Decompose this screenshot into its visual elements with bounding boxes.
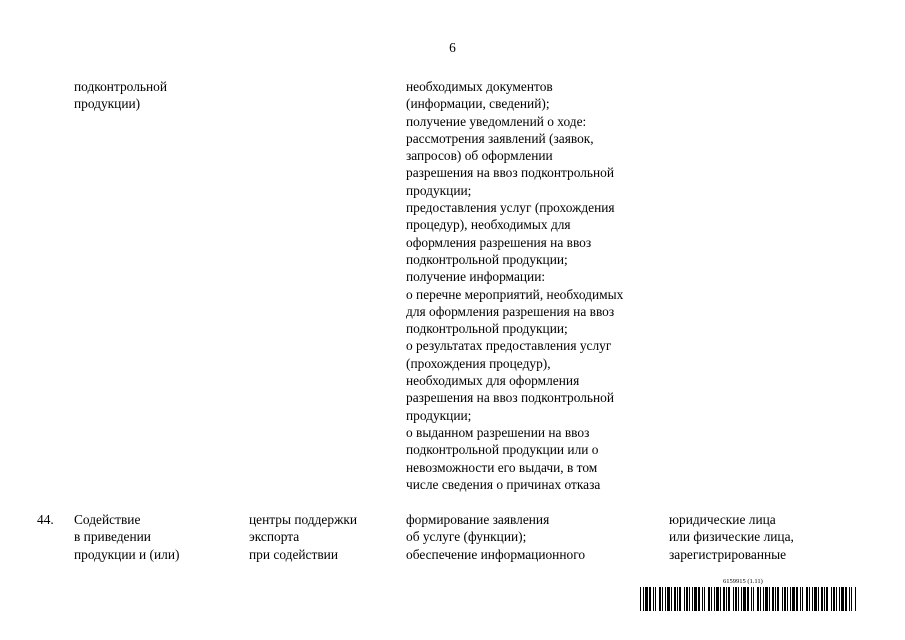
barcode-bar [733, 587, 734, 611]
continuation-col1: подконтрольной продукции) [74, 79, 168, 112]
barcode-bar [806, 587, 808, 611]
barcode-bar [763, 587, 764, 611]
barcode-bar [726, 587, 727, 611]
barcode-bar [824, 587, 825, 611]
barcode-bar [802, 587, 803, 611]
barcode-bar [689, 587, 690, 611]
barcode-bar [702, 587, 703, 611]
barcode-bar [735, 587, 737, 611]
barcode-bar [649, 587, 651, 611]
row-44-col3: формирование заявления об услуге (функции); обеспечение информационного [406, 512, 586, 562]
barcode-bar [772, 587, 774, 611]
barcode-bar [665, 587, 666, 611]
barcode-bar [787, 587, 788, 611]
barcode-bar [704, 587, 705, 611]
barcode-bar [643, 587, 644, 611]
barcode-bar [723, 587, 725, 611]
barcode-bar [777, 587, 779, 611]
barcode-bar [640, 587, 641, 611]
barcode-bar [831, 587, 832, 611]
barcode-bar [655, 587, 656, 611]
barcode-bar [775, 587, 776, 611]
barcode-bar [821, 587, 823, 611]
barcode-bar [671, 587, 672, 611]
row-44-col2: центры поддержки экспорта при содействии [249, 512, 357, 562]
barcode-bar [765, 587, 768, 611]
barcode-bar [698, 587, 700, 611]
continuation-col3: необходимых документов (информации, сведений); получение уведомлений о ходе: рассмотрения заявлений (заявок, запросов) об оформлении разрешения на ввоз подконтрольной продукции; предоставления услуг (прохождения процедур), необходимых для оформления разрешения на ввоз подконтрольной продукции; получение информации: о перечне мероприятий, необходимых для оформления разрешения на ввоз подконтрольной продукции; о результатах предоставления услуг (прохождения процедур), необходимых для оформления разрешения на ввоз подконтрольной продукции; о выданном разрешении на ввоз подконтрольной продукции или о невозможности его выдачи, в том числе сведения о причинах отказа [406, 79, 624, 492]
barcode-bar [855, 587, 856, 611]
barcode-bar [684, 587, 685, 611]
barcode-label: 6159915 (1.11) [723, 578, 763, 585]
barcode-bar [826, 587, 828, 611]
barcode-bar [716, 587, 719, 611]
barcode-bar [743, 587, 746, 611]
barcode-bar [760, 587, 761, 611]
barcode-bar [782, 587, 783, 611]
barcode-bar [667, 587, 670, 611]
barcode-bar [677, 587, 678, 611]
barcode-bar [653, 587, 654, 611]
barcode-bar [841, 587, 844, 611]
barcode-bar [659, 587, 661, 611]
barcode-bar [790, 587, 791, 611]
barcode-bar [738, 587, 739, 611]
barcode-bar [849, 587, 850, 611]
barcode-bar [753, 587, 754, 611]
barcode-bar [662, 587, 663, 611]
barcode-bar [836, 587, 837, 611]
barcode-bar [708, 587, 710, 611]
barcode-bar [747, 587, 749, 611]
row-44-col1: Содействие в приведении продукции и (или) [74, 512, 180, 562]
barcode-bar [711, 587, 712, 611]
barcode-bar [792, 587, 795, 611]
barcode-bar [818, 587, 819, 611]
barcode-bar [686, 587, 688, 611]
barcode-bar [751, 587, 752, 611]
barcode-bar [645, 587, 648, 611]
barcode-bar [845, 587, 847, 611]
barcode-bar [692, 587, 693, 611]
barcode-bar [809, 587, 810, 611]
barcode-bar [694, 587, 697, 611]
barcode-bar [814, 587, 817, 611]
barcode-bar [679, 587, 681, 611]
row-44-number: 44. [37, 512, 54, 527]
barcode-bar [784, 587, 786, 611]
barcode-bar [757, 587, 759, 611]
barcode-bar [720, 587, 721, 611]
barcode-bar [796, 587, 798, 611]
barcode-bar [839, 587, 840, 611]
barcode-bar [833, 587, 835, 611]
barcode-bar [728, 587, 730, 611]
row-44-col4: юридические лица или физические лица, зарегистрированные [669, 512, 794, 562]
barcode-bar [714, 587, 715, 611]
barcode-bar [674, 587, 676, 611]
barcode-bar [851, 587, 852, 611]
barcode-bar [741, 587, 742, 611]
barcode-bar [769, 587, 770, 611]
barcode-bar [800, 587, 801, 611]
barcode-bar [812, 587, 813, 611]
barcode [640, 587, 856, 611]
page-number: 6 [449, 40, 456, 55]
